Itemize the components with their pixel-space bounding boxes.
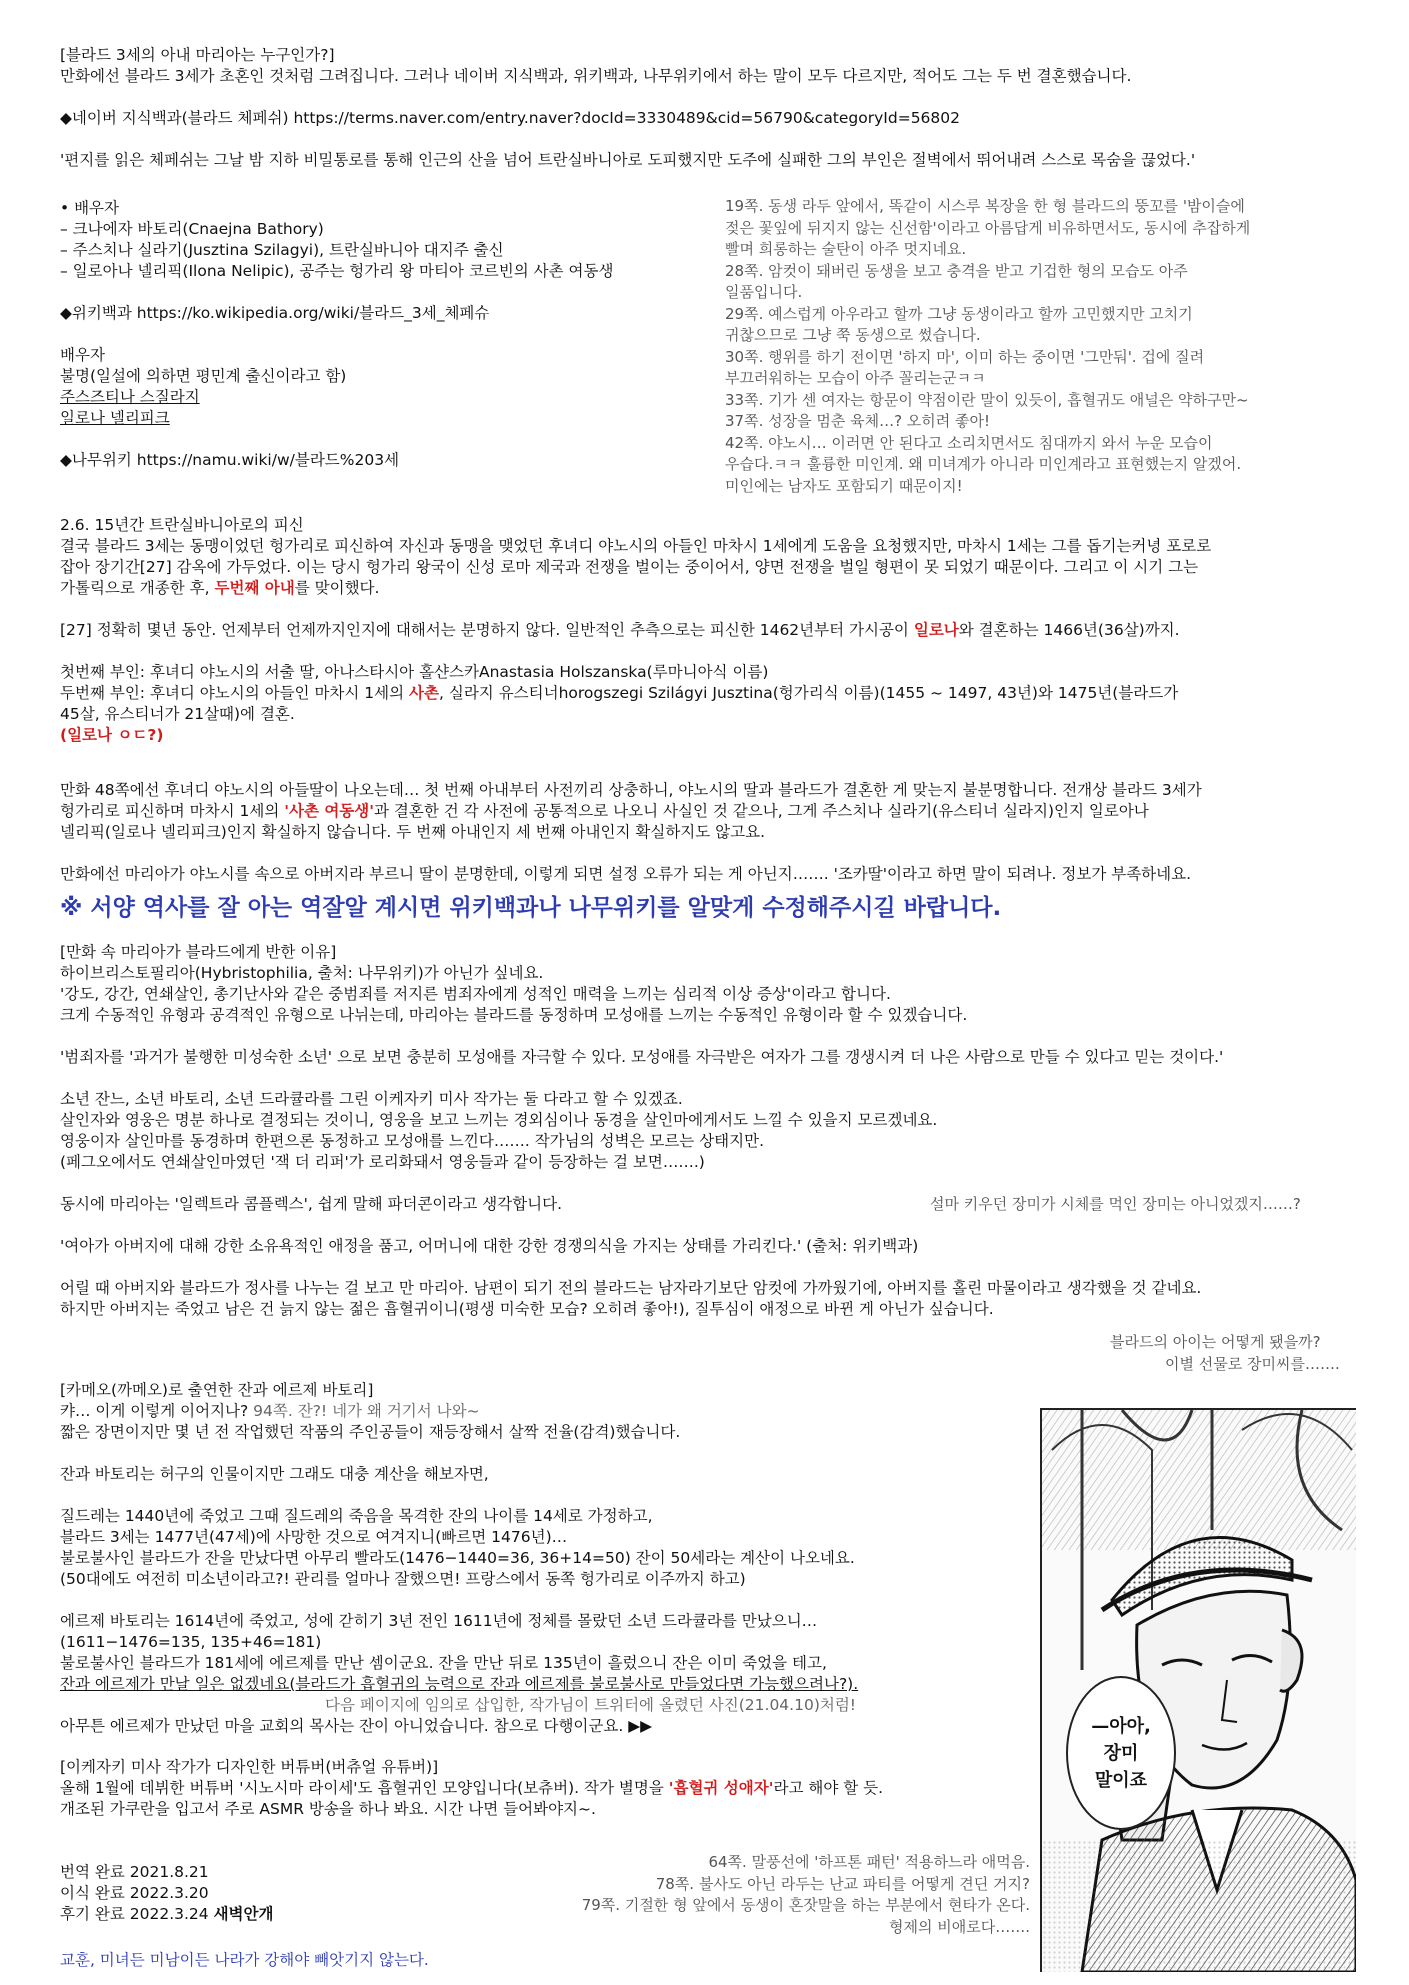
section-cameo <box>60 1380 1030 1737</box>
text-line: '여아가 아버지에 대해 강한 소유욕적인 애정을 품고, 어머니에 대한 강한 경쟁의식을 가지는 상태를 가리킨다.' (출처: 위키백과) <box>60 1237 919 1255</box>
text-line: 캬… 이게 이렇게 이어지나? 94쪽. 잔?! 네가 왜 거기서 나와~ <box>60 1402 480 1420</box>
text-line: 올해 1월에 데뷔한 버튜버 '시노시마 라이세'도 흡혈귀인 모양입니다(보츄버). 작가 별명을 '흡혈귀 성애자'라고 해야 할 듯. <box>60 1779 884 1797</box>
side-note: 젖은 꽃잎에 뒤지지 않는 신선함'이라고 아름답게 비유하면서도, 동시에 추잡하게 <box>725 218 1251 237</box>
section-heading: [만화 속 마리아가 블라드에게 반한 이유] <box>60 943 337 961</box>
first-wife-line: 첫번째 부인: 후녀디 야노시의 서출 딸, 아나스타시아 홀샨스카Anastasia Holszanska(루마니아식 이름) <box>60 663 769 681</box>
highlight-cousin: 사촌 <box>409 684 439 702</box>
text-line: (페그오에서도 연쇄살인마였던 '잭 더 리퍼'가 로리화돼서 영웅들과 같이 등장하는 걸 보면…….) <box>60 1153 705 1171</box>
side-note: 79쪽. 기절한 형 앞에서 동생이 혼잣말을 하는 부분에서 현타가 온다. <box>581 1896 1030 1914</box>
text-line: 살인자와 영웅은 명분 하나로 결정되는 것이니, 영웅을 보고 느끼는 경외심이나 동경을 살인마에게서도 느낄 수 있을지 모르겠네요. <box>60 1111 938 1129</box>
text-line: 잔과 에르제가 만날 일은 없겠네요(블라드가 흡혈귀의 능력으로 잔과 에르제를 불로불사로 만들었다면 가능했으려나?). <box>60 1675 859 1693</box>
text-line: (1611−1476=135, 135+46=181) <box>60 1633 322 1651</box>
side-note: 우습다.ㅋㅋ 훌륭한 미인계. 왜 미녀계가 아니라 미인계라고 표현했는지 알겠어. <box>725 455 1242 473</box>
text-line: 넬리픽(일로나 넬리피크)인지 확실하지 않습니다. 두 번째 아내인지 세 번째 아내인지 확실하지도 않고요. <box>60 823 766 841</box>
text-line: 블라드 3세는 1477년(47세)에 사망한 것으로 여겨지니(빠르면 1476년)… <box>60 1528 568 1546</box>
second-wife-line: 두번째 부인: 후녀디 야노시의 아들인 마차시 1세의 사촌, 실라지 유스티너horogszegi Szilágyi Jusztina(헝가리식 이름)(1455 ~ 1497, 43년)와 1475년(블라드가 <box>60 684 1179 702</box>
text-line: • 배우자 <box>60 199 119 217</box>
text-line: 잡아 장기간[27] 감옥에 가두었다. 이는 당시 헝가리 왕국이 신성 로마 제국과 전쟁을 벌이는 중이어서, 양면 전쟁을 벌일 형편이 못 되었기 때문이다. 그리고 이 시기 그는 <box>60 558 1199 576</box>
text-line: 불로불사인 블라드가 잔을 만났다면 아무리 빨라도(1476−1440=36, 36+14=50) 잔이 50세라는 계산이 나오네요. <box>60 1549 855 1567</box>
text-line <box>60 129 1350 150</box>
text-line: '범죄자를 '과거가 불행한 미성숙한 소년' 으로 보면 충분히 모성애를 자극할 수 있다. 모성애를 자극받은 여자가 그를 갱생시켜 더 나은 사람으로 만들 수 있다고 믿는 것이다.' <box>60 1048 1224 1066</box>
highlight-ilona: 일로나 <box>913 621 959 639</box>
highlight-vampire-lover: '흡혈귀 성애자' <box>668 1779 774 1797</box>
side-notes-pages <box>725 196 1365 497</box>
side-note: 37쪽. 성장을 멈춘 육체…? 오히려 좋아! <box>725 412 991 430</box>
side-note: 일품입니다. <box>725 283 803 301</box>
side-note: 33쪽. 기가 센 여자는 항문이 약점이란 말이 있듯이, 흡혈귀도 애널은 약하구만~ <box>725 390 1249 409</box>
text-line: 잔과 바토리는 허구의 인물이지만 그래도 대충 계산을 해보자면, <box>60 1465 489 1483</box>
text-line: 질드레는 1440년에 죽었고 그때 질드레의 죽음을 목격한 잔의 나이를 14세로 가정하고, <box>60 1507 653 1525</box>
text-line: 동시에 마리아는 '일렉트라 콤플렉스', 쉽게 말해 파더콘이라고 생각합니다. <box>60 1195 563 1213</box>
side-note: 29쪽. 예스럽게 아우라고 할까 그냥 동생이라고 할까 고민했지만 고치기 <box>725 304 1193 323</box>
text-line: 가톨릭으로 개종한 후, 두번째 아내를 맞이했다. <box>60 579 380 597</box>
text-line: 어릴 때 아버지와 블라드가 정사를 나누는 걸 보고 만 마리아. 남편이 되기 전의 블라드는 남자라기보단 암컷에 가까웠기에, 아버지를 홀린 마물이라고 생각했을 것 같네요. <box>60 1279 1202 1297</box>
text-line: 에르제 바토리는 1614년에 죽었고, 성에 갇히기 3년 전인 1611년에 정체를 몰랐던 소년 드라큘라를 만났으니… <box>60 1612 818 1630</box>
side-note: 78쪽. 불사도 아닌 라두는 난교 파티를 어떻게 견딘 거지? <box>655 1874 1030 1893</box>
text-line: – 주스치나 실라기(Jusztina Szilagyi), 트란실바니아 대지주 출신 <box>60 241 504 259</box>
wiki-link-line: ◆위키백과 https://ko.wikipedia.org/wiki/블라드_3세_체페슈 <box>60 304 490 322</box>
text-line: 만화에선 마리아가 야노시를 속으로 아버지라 부르니 딸이 분명한데, 이렇게 되면 설정 오류가 되는 게 아닌지……. '조카딸'이라고 하면 말이 되려나. 정보가 부족하네요. <box>60 865 1192 883</box>
text-line: 일로나 넬리피크 <box>60 409 170 427</box>
side-note: 30쪽. 행위를 하기 전이면 '하지 마', 이미 하는 중이면 '그만둬'. 겁에 질려 <box>725 347 1205 366</box>
text-line: 배우자 <box>60 346 105 364</box>
text-line: '강도, 강간, 연쇄살인, 총기난사와 같은 중범죄를 저지른 범죄자에게 성적인 매력을 느끼는 심리적 이상 증상'이라고 합니다. <box>60 985 891 1003</box>
side-note: 귀찮으므로 그냥 쭉 동생으로 썼습니다. <box>725 326 981 344</box>
text-line: 만화 48쪽에선 후녀디 야노시의 아들딸이 나오는데… 첫 번째 아내부터 사전끼리 상충하니, 야노시의 딸과 블라드가 결혼한 게 맞는지 불분명합니다. 전개상 블라드 3세가 <box>60 781 1202 799</box>
text-line: 불명(일설에 의하면 평민계 출신이라고 함) <box>60 367 347 385</box>
text-line: (50대에도 여전히 미소년이라고?! 관리를 얼마나 잘했으면! 프랑스에서 동쪽 헝가리로 이주까지 하고) <box>60 1570 746 1588</box>
text-line: 짧은 장면이지만 몇 년 전 작업했던 작품의 주인공들이 재등장해서 살짝 전율(감격)했습니다. <box>60 1423 681 1441</box>
side-note: 형제의 비애로다……. <box>889 1917 1030 1936</box>
highlight-cousin-sister: '사촌 여동생' <box>284 802 374 820</box>
text-line <box>60 87 1350 108</box>
text-line: – 일로아나 넬리픽(Ilona Nelipic), 공주는 헝가리 왕 마티아 코르빈의 사촌 여동생 <box>60 262 614 280</box>
side-note-child: 블라드의 아이는 어떻게 됐을까? <box>1110 1333 1321 1351</box>
naver-link-line: ◆네이버 지식백과(블라드 체페쉬) https://terms.naver.com/entry.naver?docId=3330489&cid=56790&categoryId=56802 <box>60 109 960 127</box>
date-line: 이식 완료 2022.3.20 <box>60 1884 209 1902</box>
notice-banner: ※ 서양 역사를 잘 아는 역잘알 계시면 위키백과나 나무위키를 알맞게 수정해주시길 바랍니다. <box>60 895 1002 921</box>
text-line: 결국 블라드 3세는 동맹이었던 헝가리로 피신하여 자신과 동맹을 맺었던 후녀디 야노시의 아들인 마차시 1세에게 도움을 요청했지만, 마차시 1세는 그를 돕기는커녕 포로로 <box>60 537 1212 555</box>
text-line: 45살, 유스티너가 21살때)에 결혼. <box>60 705 295 723</box>
ilona-note: (일로나 ㅇㄷ?) <box>60 726 164 744</box>
section-namu-quote <box>60 515 1350 746</box>
section-analysis <box>60 780 1350 885</box>
text-line: 영웅이자 살인마를 동경하며 한편으론 동정하고 모성애를 느낀다……. 작가님의 성벽은 모르는 상태지만. <box>60 1132 765 1150</box>
date-line: 번역 완료 2021.8.21 <box>60 1863 209 1881</box>
text-line: – 크나에자 바토리(Cnaejna Bathory) <box>60 220 324 238</box>
section-spouses <box>60 198 700 471</box>
section-maria-reason <box>60 942 1350 1320</box>
section-intro <box>60 45 1350 171</box>
footer-side-notes <box>581 1852 1030 1938</box>
gray-note: 다음 페이지에 임의로 삽입한, 작가님이 트위터에 올렸던 사진(21.04.10)처럼! <box>325 1696 857 1714</box>
side-note: 28쪽. 암컷이 돼버린 동생을 보고 충격을 받고 기겁한 형의 모습도 아주 <box>725 261 1188 280</box>
footnote-27: [27] 정확히 몇년 동안. 언제부터 언제까지인지에 대해서는 분명하지 않다. 일반적인 추측으로는 피신한 1462년부터 가시공이 일로나와 결혼하는 1466년(36살)까지. <box>60 621 1180 639</box>
section-vtuber <box>60 1757 1030 1820</box>
text-line: 하이브리스토필리아(Hybristophilia, 출처: 나무위키)가 아닌가 싶네요. <box>60 964 544 982</box>
text-line: 헝가리로 피신하며 마차시 1세의 '사촌 여동생'과 결혼한 건 각 사전에 공통적으로 나오니 사실인 것 같으나, 그게 주스치나 실라기(유스티너 실라지)인지 일로아나 <box>60 802 1149 820</box>
quote-line: '편지를 읽은 체페쉬는 그날 밤 지하 비밀통로를 통해 인근의 산을 넘어 트란실바니아로 도피했지만 도주에 실패한 그의 부인은 절벽에서 뛰어내려 스스로 목숨을 끊었다.' <box>60 151 1196 169</box>
page-94-note: 94쪽. 잔?! 네가 왜 거기서 나와~ <box>253 1402 480 1420</box>
text-line: 개조된 가쿠란을 입고서 주로 ASMR 방송을 하나 봐요. 시간 나면 들어봐야지~. <box>60 1800 596 1818</box>
side-note: 64쪽. 말풍선에 '하프톤 패턴' 적용하느라 애먹음. <box>708 1853 1030 1871</box>
text-line: [블라드 3세의 아내 마리아는 누구인가?] <box>60 46 335 64</box>
text-line: 하지만 아버지는 죽었고 남은 건 늙지 않는 젊은 흡혈귀이니(평생 미숙한 모습? 오히려 좋아!), 질투심이 애정으로 바뀐 게 아닌가 싶습니다. <box>60 1300 994 1318</box>
text-line: 만화에선 블라드 3세가 초혼인 것처럼 그려집니다. 그러나 네이버 지식백과, 위키백과, 나무위키에서 하는 말이 모두 다르지만, 적어도 그는 두 번 결혼했습니다. <box>60 67 1132 85</box>
side-note-rose: 설마 키우던 장미가 시체를 먹인 장미는 아니었겠지……? <box>930 1195 1301 1213</box>
text-line: 불로불사인 블라드가 181세에 에르제를 만난 셈이군요. 잔을 만난 뒤로 135년이 흘렀으니 잔은 이미 죽었을 테고, <box>60 1654 827 1672</box>
text-line: 크게 수동적인 유형과 공격적인 유형으로 나뉘는데, 마리아는 블라드를 동정하며 모성애를 느끼는 수동적인 유형이라 할 수 있겠습니다. <box>60 1006 968 1024</box>
footer-lesson: 교훈, 미녀든 미남이든 나라가 강해야 빼앗기지 않는다. <box>60 1951 429 1969</box>
section-heading: 2.6. 15년간 트란실바니아로의 피신 <box>60 516 304 534</box>
side-note: 19쪽. 동생 라두 앞에서, 똑같이 시스루 복장을 한 형 블라드의 뚱꼬를 '밤이슬에 <box>725 197 1245 215</box>
side-note: 미인에는 남자도 포함되기 때문이지! <box>725 476 963 495</box>
text-line: 소년 잔느, 소년 바토리, 소년 드라큘라를 그린 이케자키 미사 작가는 둘 다라고 할 수 있겠죠. <box>60 1090 683 1108</box>
side-note: 부끄러워하는 모습이 아주 꼴리는군ㅋㅋ <box>725 369 986 387</box>
speech-bubble: —아아, 장미 말이죠 <box>1066 1676 1176 1830</box>
highlight-second-wife: 두번째 아내 <box>214 579 295 597</box>
text-line: 아무튼 에르제가 만났던 마을 교회의 목사는 잔이 아니었습니다. 참으로 다행이군요. ▶▶ <box>60 1717 653 1735</box>
side-note: 빨며 희롱하는 술탄이 아주 멋지네요. <box>725 240 967 258</box>
text-line: 주스즈티나 스질라지 <box>60 388 200 406</box>
namu-link-line: ◆나무위키 https://namu.wiki/w/블라드%203세 <box>60 451 400 469</box>
date-line: 후기 완료 2022.3.24 새벽안개 <box>60 1905 274 1923</box>
side-note: 42쪽. 야노시… 이러면 안 된다고 소리치면서도 침대까지 와서 누운 모습이 <box>725 433 1213 452</box>
section-heading: [이케자키 미사 작가가 디자인한 버튜버(버츄얼 유튜버)] <box>60 1758 439 1776</box>
footer-dates <box>60 1862 460 1925</box>
side-note-gift: 이별 선물로 장미씨를……. <box>1165 1355 1340 1373</box>
section-heading: [카메오(까메오)로 출연한 잔과 에르제 바토리] <box>60 1381 374 1399</box>
signature: 새벽안개 <box>213 1905 274 1923</box>
